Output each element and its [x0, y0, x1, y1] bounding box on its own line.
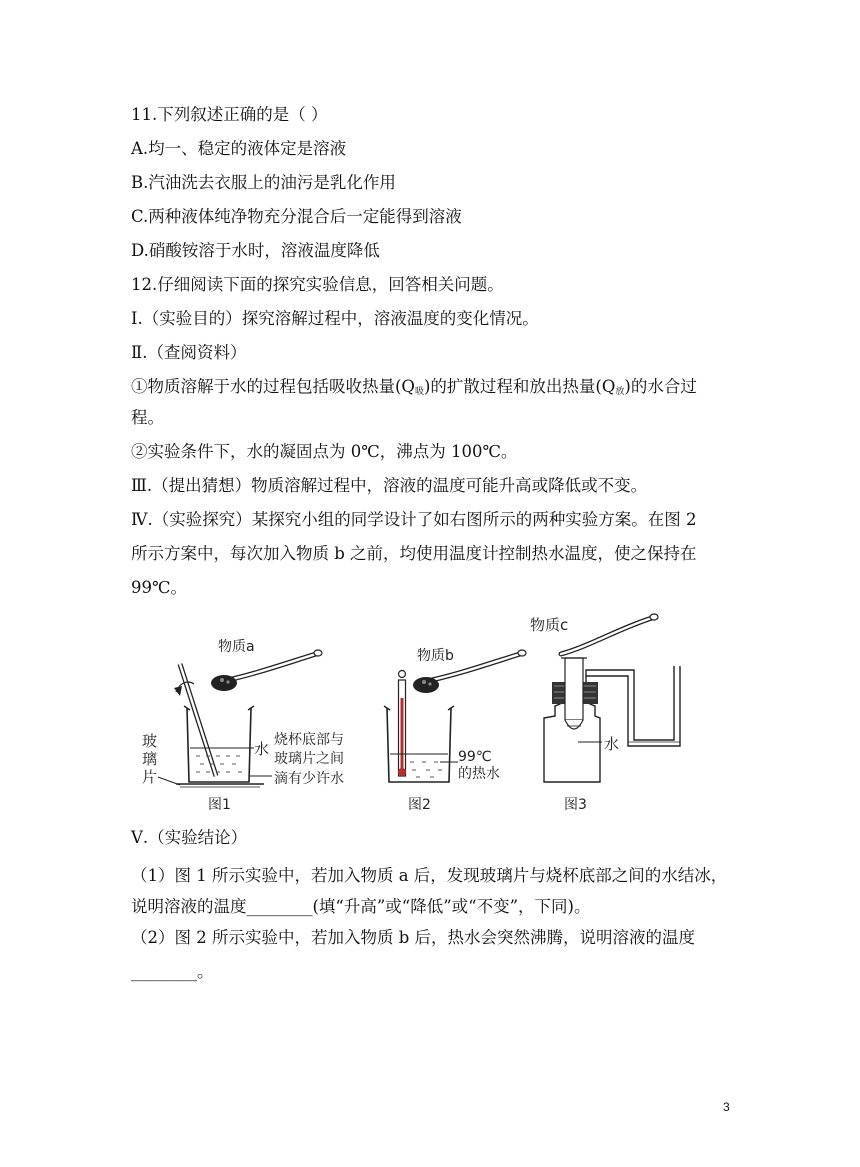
figure-3: [530, 614, 680, 813]
figure-1: [142, 638, 344, 813]
info-1-line2: 程。: [131, 408, 164, 427]
q11-stem: 11.下列叙述正确的是（ ）: [131, 105, 328, 124]
section-references: Ⅱ.（查阅资料）: [131, 343, 247, 362]
label-water-3: 水: [604, 735, 620, 753]
label-glass-3: 片: [142, 768, 158, 786]
label-substance-c: 物质c: [530, 616, 569, 634]
label-substance-b: 物质b: [417, 648, 454, 664]
conclusion-1-line2: 说明溶液的温度________(填“升高”或“降低”或“不变”，下同)。: [131, 897, 591, 916]
q11-option-b: B.汽油洗去衣服上的油污是乳化作用: [131, 173, 396, 192]
figure-2-caption: 图2: [408, 797, 431, 813]
section-experiment-line1: Ⅳ.（实验探究）某探究小组的同学设计了如右图所示的两种实验方案。在图 2: [131, 510, 697, 529]
label-hot-water-1: 99℃: [458, 749, 492, 765]
q12-stem: 12.仔细阅读下面的探究实验信息，回答相关问题。: [131, 275, 504, 294]
q11-option-c: C.两种液体纯净物充分混合后一定能得到溶液: [131, 207, 462, 226]
figure-2: [384, 647, 526, 813]
label-glass-1: 玻: [142, 732, 158, 750]
section-experiment-line3: 99℃。: [131, 578, 187, 597]
label-note-2: 玻璃片之间: [274, 751, 344, 767]
label-note-1: 烧杯底部与: [274, 732, 344, 748]
figure-3-caption: 图3: [564, 797, 587, 813]
section-purpose: Ⅰ.（实验目的）探究溶解过程中，溶液温度的变化情况。: [131, 309, 539, 328]
figure-1-caption: 图1: [208, 797, 231, 813]
q11-option-a: A.均一、稳定的液体定是溶液: [131, 139, 347, 158]
conclusion-1-line1: （1）图 1 所示实验中，若加入物质 a 后，发现玻璃片与烧杯底部之间的水结冰，: [131, 866, 728, 885]
label-note-3: 滴有少许水: [274, 771, 344, 787]
conclusion-2-line1: （2）图 2 所示实验中，若加入物质 b 后，热水会突然沸腾，说明溶液的温度: [131, 928, 696, 947]
info-2: ②实验条件下，水的凝固点为 0℃，沸点为 100℃。: [131, 442, 518, 461]
section-hypothesis: Ⅲ.（提出猜想）物质溶解过程中，溶液的温度可能升高或降低或不变。: [131, 476, 648, 495]
conclusion-2-line2: ________。: [131, 962, 214, 981]
label-water-1: 水: [254, 740, 270, 758]
section-experiment-line2: 所示方案中，每次加入物质 b 之前，均使用温度计控制热水温度，使之保持在: [131, 544, 697, 563]
experiment-figure: [140, 606, 700, 816]
label-substance-a: 物质a: [218, 639, 255, 655]
section-conclusion: Ⅴ.（实验结论）: [131, 828, 248, 847]
label-hot-water-2: 的热水: [458, 766, 500, 782]
q11-option-d: D.硝酸铵溶于水时，溶液温度降低: [131, 241, 380, 260]
info-1-line1: ①物质溶解于水的过程包括吸收热量$(Q_吸)$的扩散过程和放出热量$(Q_放)$的水合过: [131, 377, 697, 397]
page-number: 3: [723, 1100, 730, 1114]
label-glass-2: 璃: [142, 750, 158, 768]
